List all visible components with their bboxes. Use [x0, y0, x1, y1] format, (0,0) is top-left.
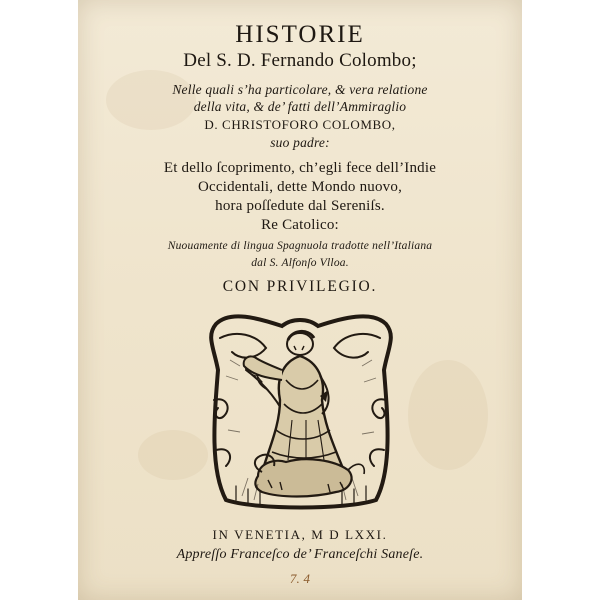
translation-line-1: Nuouamente di lingua Spagnuola tradotte nell’Italiana [167, 240, 433, 252]
privilege-line: CON PRIVILEGIO. [222, 278, 378, 295]
author-line: Del S. D. Fernando Colombo; [183, 50, 417, 71]
translation-line-2: dal S. Alfonſo Vlloa. [251, 257, 349, 269]
discovery-line-1: Et dello ſcoprimento, ch’egli fece dell’Indie [163, 160, 437, 176]
subtitle-line-2: della vita, & de’ fatti dell’Ammiraglio [193, 99, 407, 114]
discovery-line-2: Occidentali, dette Mondo nuovo, [197, 179, 403, 195]
book-title: HISTORIE [235, 21, 365, 48]
imprint-publisher: Appreſſo Franceſco de’ Franceſchi Saneſe. [176, 547, 424, 562]
printers-device-woodcut [196, 300, 404, 514]
subtitle-line-1: Nelle quali s’ha particolare, & vera relatione [172, 82, 428, 97]
subject-name: D. CHRISTOFORO COLOMBO, [204, 117, 396, 132]
handwritten-note: 7. 4 [289, 571, 311, 586]
discovery-line-3: hora poſſedute dal Sereniſs. [215, 198, 385, 214]
lion-icon [255, 455, 364, 497]
discovery-line-4: Re Catolico: [261, 217, 339, 233]
subject-relation: suo padre: [270, 135, 330, 150]
allegorical-figure-icon [244, 331, 342, 470]
imprint-place-date: IN VENETIA, M D LXXI. [212, 527, 388, 542]
